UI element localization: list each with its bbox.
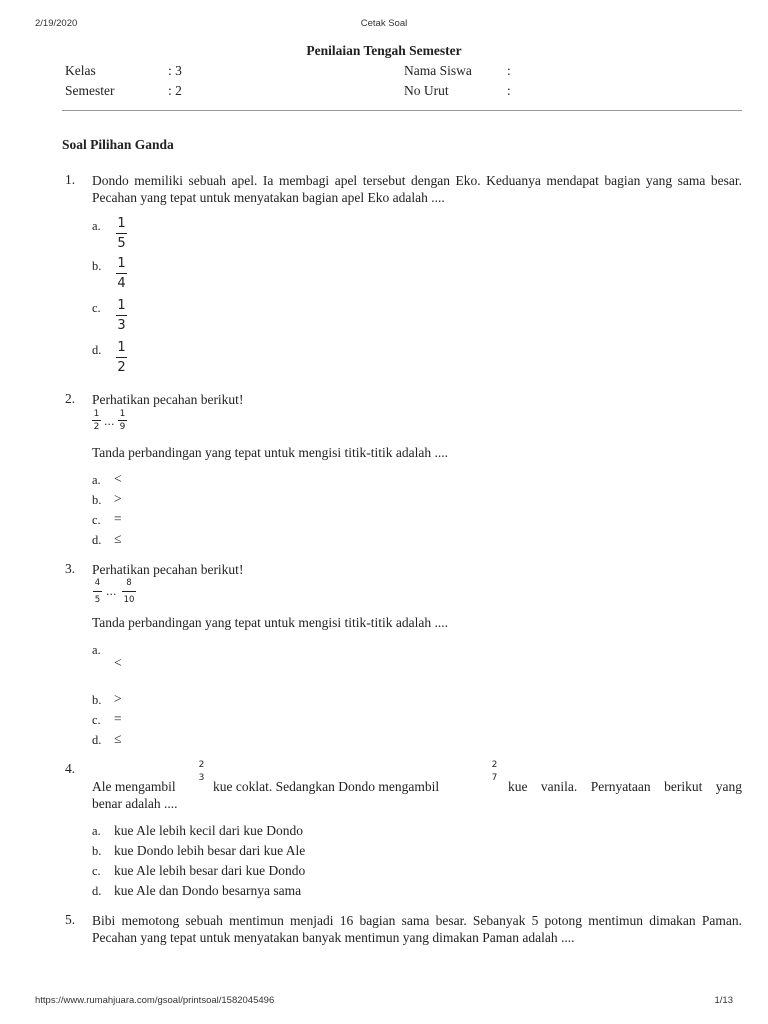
q1-option-d-fraction[interactable]: 1 2: [117, 340, 126, 375]
semester-value: : 2: [168, 83, 182, 98]
q2-fraction-left: 1 2: [93, 409, 100, 432]
question-3-text: Perhatikan pecahan berikut!: [92, 562, 244, 577]
q3-option-b-value[interactable]: >: [114, 691, 122, 706]
footer-page-number: 1/13: [714, 995, 733, 1006]
footer-url[interactable]: https://www.rumahjuara.com/gsoal/printsoal/1582045496: [35, 995, 275, 1006]
document-title: Penilaian Tengah Semester: [306, 43, 462, 58]
question-3-number: 3.: [65, 561, 76, 576]
kelas-value: : 3: [168, 63, 182, 78]
q1-option-d-label[interactable]: d.: [92, 343, 102, 357]
print-title: Cetak Soal: [360, 18, 408, 29]
q4-fraction-ale: 2 3: [198, 760, 205, 783]
q3-option-a-label[interactable]: a.: [92, 643, 101, 657]
question-3-prompt: Tanda perbandingan yang tepat untuk mengisi titik-titik adalah ....: [92, 615, 448, 630]
q1-option-c-fraction[interactable]: 1 3: [117, 298, 126, 333]
q4-option-c-label[interactable]: c.: [92, 864, 101, 878]
q2-option-d-value[interactable]: ≤: [114, 531, 122, 546]
q2-option-a-label[interactable]: a.: [92, 473, 101, 487]
q2-option-c-label[interactable]: c.: [92, 513, 101, 527]
q3-ellipsis: ...: [106, 585, 117, 598]
question-2-text: Perhatikan pecahan berikut!: [92, 392, 244, 407]
question-5-number: 5.: [65, 912, 76, 927]
question-4-part-2: kue coklat. Sedangkan Dondo mengambil: [213, 779, 440, 794]
q1-option-a-fraction[interactable]: 1 5: [117, 216, 126, 251]
section-title: Soal Pilihan Ganda: [62, 137, 174, 152]
q2-ellipsis: ...: [104, 415, 115, 428]
q2-option-a-value[interactable]: <: [114, 471, 122, 486]
question-1-number: 1.: [65, 172, 76, 187]
print-date: 2/19/2020: [35, 18, 78, 29]
nama-siswa-label: Nama Siswa: [404, 63, 472, 78]
q3-option-a-value[interactable]: <: [114, 655, 122, 670]
q3-option-d-label[interactable]: d.: [92, 733, 102, 747]
question-4-number: 4.: [65, 761, 76, 776]
q4-option-d-value[interactable]: kue Ale dan Dondo besarnya sama: [114, 883, 302, 898]
q2-option-b-label[interactable]: b.: [92, 493, 102, 507]
no-urut-label: No Urut: [404, 83, 449, 98]
q4-option-c-value[interactable]: kue Ale lebih besar dari kue Dondo: [114, 863, 306, 878]
question-4-part-3: kue vanila. Pernyataan berikut yang: [508, 779, 742, 794]
q4-option-b-label[interactable]: b.: [92, 844, 102, 858]
header-divider: [62, 110, 742, 111]
nama-siswa-value: :: [507, 63, 511, 78]
q4-fraction-dondo: 2 7: [491, 760, 498, 783]
no-urut-value: :: [507, 83, 511, 98]
question-4-line-2: benar adalah ....: [92, 796, 178, 811]
q3-option-b-label[interactable]: b.: [92, 693, 102, 707]
kelas-label: Kelas: [65, 63, 96, 78]
q4-option-d-label[interactable]: d.: [92, 884, 102, 898]
q2-option-d-label[interactable]: d.: [92, 533, 102, 547]
question-2-prompt: Tanda perbandingan yang tepat untuk mengisi titik-titik adalah ....: [92, 445, 448, 460]
q2-fraction-right: 1 9: [119, 409, 126, 432]
question-2-number: 2.: [65, 391, 76, 406]
q3-option-d-value[interactable]: ≤: [114, 731, 122, 746]
q4-option-a-label[interactable]: a.: [92, 824, 101, 838]
q2-option-b-value[interactable]: >: [114, 491, 122, 506]
question-4-part-1: Ale mengambil: [92, 779, 176, 794]
question-1-text: Dondo memiliki sebuah apel. Ia membagi apel tersebut dengan Eko. Keduanya mendapat bagian yang sama besar. Pecahan yang tepat untuk menyatakan bagian apel Eko adalah ....: [92, 173, 742, 205]
q1-option-b-fraction[interactable]: 1 4: [117, 256, 126, 291]
q4-option-b-value[interactable]: kue Dondo lebih besar dari kue Ale: [114, 843, 306, 858]
q3-option-c-label[interactable]: c.: [92, 713, 101, 727]
q1-option-a-label[interactable]: a.: [92, 219, 101, 233]
q2-option-c-value[interactable]: =: [114, 511, 122, 526]
q3-fraction-left: 4 5: [94, 578, 101, 605]
q1-option-b-label[interactable]: b.: [92, 259, 102, 273]
q1-option-c-label[interactable]: c.: [92, 301, 101, 315]
q4-option-a-value[interactable]: kue Ale lebih kecil dari kue Dondo: [114, 823, 303, 838]
q3-option-c-value[interactable]: =: [114, 711, 122, 726]
question-5-text: Bibi memotong sebuah mentimun menjadi 16 bagian sama besar. Sebanyak 5 potong mentimun dimakan Paman. Pecahan yang tepat untuk menyatakan banyak mentimun yang dimakan Paman adalah ....: [92, 913, 742, 945]
semester-label: Semester: [65, 83, 115, 98]
q3-fraction-right: 8 10: [123, 578, 135, 605]
